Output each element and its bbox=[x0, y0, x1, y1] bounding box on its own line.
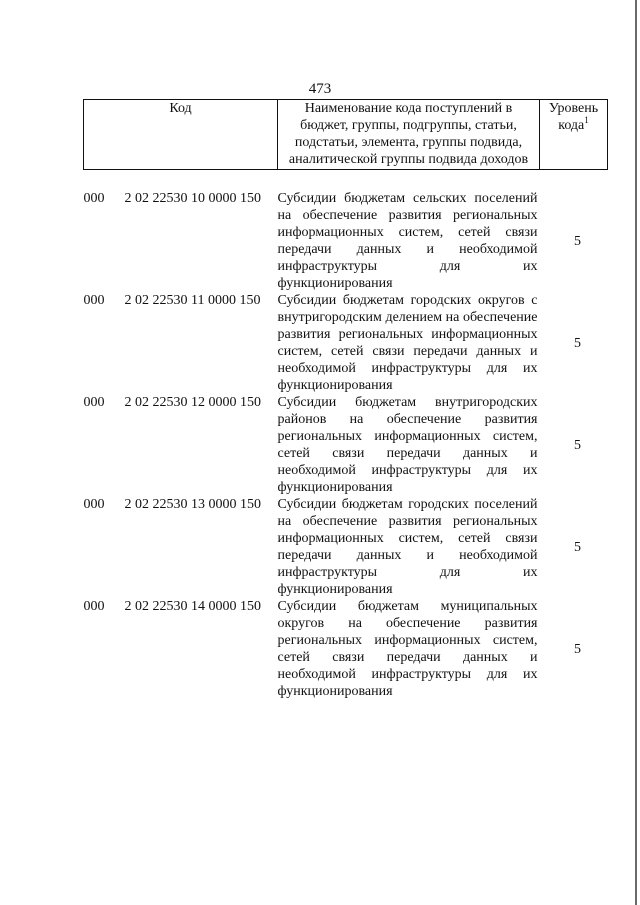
header-level bbox=[540, 100, 608, 170]
header-name: Наименование кода поступлений в бюджет, группы, подгруппы, статьи, подстатьи, элемента, группы подвида, аналитической группы подвида доходов bbox=[278, 100, 540, 170]
table-row bbox=[84, 292, 608, 394]
revenue-codes-table bbox=[83, 99, 608, 700]
admin-code: 000 bbox=[83, 191, 105, 206]
admin-code: 000 bbox=[83, 293, 105, 308]
header-level-label: Уровень кода bbox=[548, 101, 599, 133]
page-edge-shadow bbox=[635, 0, 637, 905]
table-row bbox=[84, 394, 608, 496]
code-level: 5 bbox=[574, 335, 581, 351]
code-cell bbox=[84, 394, 278, 496]
revenue-code: 2 02 22530 13 0000 150 bbox=[124, 497, 261, 512]
table-row bbox=[84, 598, 608, 700]
header-code: Код bbox=[84, 100, 278, 170]
revenue-code: 2 02 22530 10 0000 150 bbox=[124, 191, 261, 206]
revenue-name: Субсидии бюджетам городских округов с внутригородским делением на обеспечение развития региональных информационных систем, сетей связи передачи данных и необходимой инфраструктуры для их функционирования bbox=[277, 293, 538, 393]
admin-code: 000 bbox=[83, 395, 105, 410]
page-number: 473 bbox=[308, 81, 332, 97]
revenue-code: 2 02 22530 12 0000 150 bbox=[124, 395, 261, 410]
revenue-name: Субсидии бюджетам сельских поселений на обеспечение развития региональных информационных систем, сетей связи передачи данных и необходимой инфраструктуры для их функционирования bbox=[277, 191, 538, 291]
code-cell bbox=[84, 496, 278, 598]
revenue-name: Субсидии бюджетам внутригородских районов на обеспечение развития региональных информационных систем, сетей связи передачи данных и необходимой инфраструктуры для их функционирования bbox=[277, 395, 538, 495]
footnote-marker: 1 bbox=[584, 115, 589, 125]
revenue-name: Субсидии бюджетам городских поселений на обеспечение развития региональных информационных систем, сетей связи передачи данных и необходимой инфраструктуры для их функционирования bbox=[277, 497, 538, 597]
table-row bbox=[84, 496, 608, 598]
admin-code: 000 bbox=[83, 497, 105, 512]
revenue-code: 2 02 22530 11 0000 150 bbox=[124, 293, 261, 308]
header-spacer bbox=[84, 170, 608, 191]
code-level: 5 bbox=[574, 233, 581, 249]
code-level: 5 bbox=[574, 641, 581, 657]
admin-code: 000 bbox=[83, 599, 105, 614]
code-cell bbox=[84, 598, 278, 700]
revenue-name: Субсидии бюджетам муниципальных округов на обеспечение развития региональных информационных систем, сетей связи передачи данных и необходимой инфраструктуры для их функционирования bbox=[277, 599, 538, 699]
revenue-code: 2 02 22530 14 0000 150 bbox=[124, 599, 261, 614]
code-level: 5 bbox=[574, 437, 581, 453]
code-cell bbox=[84, 190, 278, 292]
code-level: 5 bbox=[574, 539, 581, 555]
code-cell bbox=[84, 292, 278, 394]
table-row bbox=[84, 190, 608, 292]
table-header-row bbox=[84, 100, 608, 170]
